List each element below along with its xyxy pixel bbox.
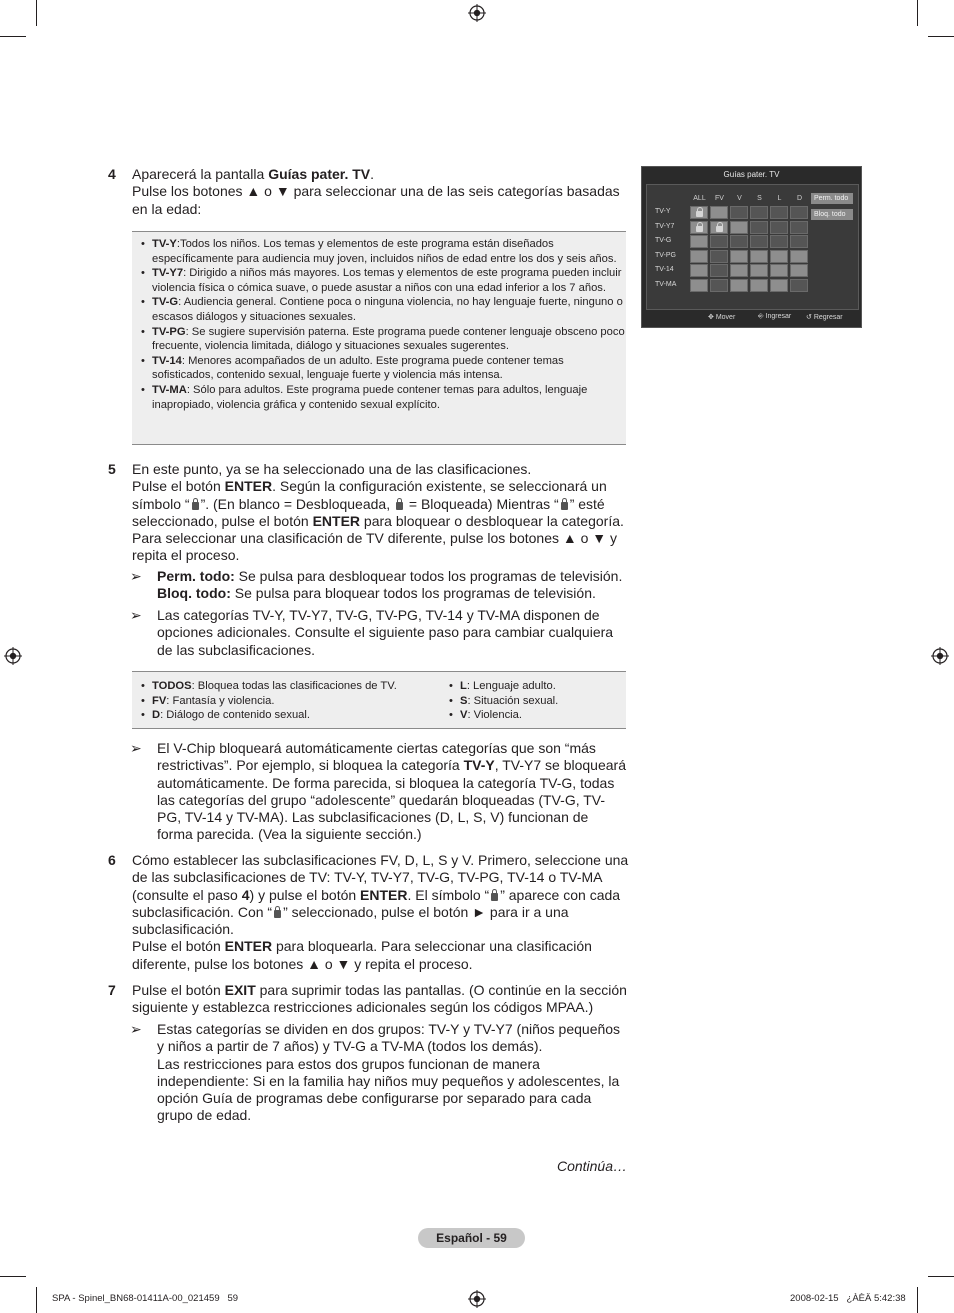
rating-code: TV-14 (152, 354, 182, 367)
subrating-text: : Bloquea todas las clasificaciones de TV. (191, 680, 397, 692)
subrating-code: V (460, 709, 468, 722)
footer-timestamp: 2008-02-15 ¿ÀÈÄ 5:42:38 (790, 1293, 906, 1304)
registration-mark-icon (468, 4, 486, 22)
bullet: • (141, 354, 145, 367)
enter-icon: ⎆ (758, 313, 764, 320)
crop-mark (0, 36, 26, 37)
step-number: 7 (108, 982, 116, 998)
grid-row-header: TV-Y7 (655, 223, 675, 230)
grid-column-header: D (796, 195, 803, 202)
rating-item (132, 325, 626, 354)
bullet: • (449, 709, 453, 722)
crop-mark (917, 0, 918, 26)
grid-cell[interactable] (770, 206, 788, 219)
bullet: • (141, 325, 145, 338)
note-bold: Bloq. todo: (157, 585, 231, 602)
grid-row-header: TV-14 (655, 266, 674, 273)
step-number: 4 (108, 166, 116, 182)
grid-cell[interactable] (730, 221, 748, 234)
bullet: • (141, 296, 145, 309)
step-text-bold: EXIT (224, 982, 256, 998)
crop-mark (0, 1276, 26, 1277)
subrating-item (132, 708, 432, 723)
grid-column-header: L (777, 195, 782, 202)
note-text: Las categorías TV-Y, TV-Y7, TV-G, TV-PG, TV-14 y TV-MA disponen de opciones adicionales. Consulte el siguiente paso para cambiar cualquiera de las subclasificaciones. (157, 607, 614, 658)
bullet: • (141, 267, 145, 280)
grid-cell[interactable] (770, 235, 788, 248)
subrating-text: : Lenguaje adulto. (466, 680, 556, 692)
step-text-bold: ENTER (224, 938, 273, 955)
grid-cell[interactable] (790, 206, 808, 219)
grid-row-header: TV-G (655, 237, 672, 244)
registration-mark-icon (931, 647, 949, 665)
lock-icon (561, 502, 568, 510)
grid-row-header: TV-PG (655, 252, 677, 259)
step-text: En este punto, ya se ha seleccionado una de las clasificaciones. (132, 461, 532, 477)
grid-cell[interactable] (750, 279, 768, 292)
subrating-item (132, 694, 432, 709)
rating-item (132, 295, 626, 324)
grid-cell[interactable] (690, 235, 708, 248)
grid-cell[interactable] (790, 221, 808, 234)
step-text: . El símbolo “ (407, 886, 490, 903)
grid-cell[interactable] (710, 264, 728, 277)
grid-column-header: S (757, 195, 762, 202)
ratings-list (132, 232, 626, 412)
note-bold: TV-Y (463, 757, 495, 774)
note-text: Se pulsa para desbloquear todos los programas de televisión. (234, 568, 623, 584)
hint-enter (758, 313, 791, 321)
grid-cell[interactable] (730, 250, 748, 263)
grid-cell[interactable] (730, 264, 748, 277)
crop-mark (917, 1287, 918, 1313)
step-text-bold: ENTER (312, 512, 361, 529)
registration-mark-icon (468, 1290, 486, 1308)
arrow-icon: ➢ (130, 1021, 142, 1037)
step-text: para bloquear o desbloquear la categoría. Para seleccionar una clasificación de TV diferente, pulse los botones ▲ o ▼ y repita el proceso. (132, 512, 624, 564)
step-text: = Bloqueada) Mientras “ (404, 495, 559, 512)
rating-item (132, 383, 626, 412)
grid-column-header: V (737, 195, 742, 202)
subrating-code: S (460, 694, 468, 707)
grid-cell[interactable] (710, 235, 728, 248)
grid-cell[interactable] (770, 221, 788, 234)
subrating-code: TODOS (152, 680, 192, 692)
subrating-text: : Diálogo de contenido sexual. (160, 709, 310, 722)
grid-cell[interactable] (770, 250, 788, 263)
subrating-code: D (152, 709, 161, 722)
step-text-bold: ENTER (360, 886, 408, 903)
step-text-bold: Guías pater. TV (268, 166, 371, 182)
grid-cell[interactable] (790, 264, 808, 277)
crop-mark (928, 36, 954, 37)
screen-title: Guías pater. TV (723, 170, 780, 179)
grid-column-header: ALL (693, 195, 706, 202)
hint-back-label: Regresar (813, 314, 843, 321)
arrow-icon: ➢ (130, 740, 142, 756)
grid-cell[interactable] (690, 250, 708, 263)
note-text: Estas categorías se dividen en dos grupos: TV-Y y TV-Y7 (niños pequeños y niños a partir de 7 años) y TV-G a TV-MA (todos los demás). (157, 1021, 621, 1055)
rating-code: TV-Y (152, 238, 177, 250)
rating-code: TV-G (152, 296, 179, 309)
rating-text: :Todos los niños. Los temas y elementos de este programa están diseñados específicamente para audiencia muy joven, incluidos niños de edad entre los dos y seis años. (152, 238, 617, 265)
note-bold: Perm. todo: (157, 568, 235, 584)
rating-text: : Audiencia general. Contiene poca o ninguna violencia, no hay lenguaje fuerte, ninguno o escasos diálogos y situaciones sexuales. (152, 296, 623, 323)
grid-cell[interactable] (770, 279, 788, 292)
hint-move-label: Mover (715, 314, 736, 321)
crop-mark (928, 1276, 954, 1277)
grid-row-header: TV-Y (655, 208, 671, 215)
grid-cell[interactable] (790, 235, 808, 248)
step-text-bold: ENTER (224, 478, 273, 495)
rating-text: : Sólo para adultos. Este programa puede contener temas para adultos, lenguaje inapropiado, violencia gráfica y contenido sexual explícito. (152, 383, 588, 411)
step-text: Pulse el botón (132, 938, 225, 955)
rating-code: TV-PG (152, 325, 186, 338)
bullet: • (449, 694, 453, 707)
step-text: ) y pulse el botón (249, 886, 361, 903)
move-icon: ✥ (708, 314, 714, 321)
bullet: • (141, 383, 145, 396)
subrating-text: : Violencia. (467, 709, 522, 722)
step-text: ” seleccionado, pulse el botón ► para ir a una subclasificación. (132, 903, 569, 938)
grid-cell[interactable] (750, 264, 768, 277)
rating-code: TV-Y7 (152, 267, 184, 280)
grid-cell[interactable] (690, 206, 708, 219)
grid-cell[interactable] (730, 235, 748, 248)
lock-icon (491, 893, 498, 901)
subrating-code: FV (152, 694, 167, 707)
lock-icon (192, 502, 199, 510)
step-text: Pulse los botones ▲ o ▼ para seleccionar una de las seis categorías basadas en la edad: (132, 183, 620, 217)
grid-column-header: FV (715, 195, 724, 202)
grid-cell[interactable] (710, 279, 728, 292)
step-text: . Según la configuración existente, se seleccionará un símbolo “ (132, 478, 607, 512)
lock-icon (274, 910, 281, 918)
grid-cell[interactable] (750, 221, 768, 234)
note-text: Las restricciones para estos dos grupos funcionan de manera independiente: Si en la familia hay niños muy pequeños y adolescentes, la opción Guía de programas debe configurarse por separado para cada grupo de edad. (157, 1055, 620, 1124)
bullet: • (141, 238, 145, 250)
bullet: • (141, 694, 145, 707)
step-text: . (370, 166, 375, 182)
step-text: para suprimir todas las pantallas. (O continúe en la sección siguiente y establezca restricciones adicionales según los códigos MPAA.) (132, 982, 627, 1016)
hint-move (708, 313, 735, 321)
perm-todo-button[interactable]: Perm. todo (811, 193, 853, 204)
note-text: , TV-Y7 se bloqueará automáticamente. De forma parecida, si bloquea la categoría TV-G, todas las categorías del grupo “adolescente” quedarán bloqueadas (TV-G, TV-PG, TV-14 y TV-MA). Las subclasificaciones (D, L, S, V) funcionan de forma parecida. (Vea la siguiente sección.) (157, 757, 626, 843)
grid-cell[interactable] (750, 250, 768, 263)
grid-cell[interactable] (690, 264, 708, 277)
step-number: 6 (108, 852, 116, 868)
note-text: El V-Chip bloqueará automáticamente ciertas categorías que son “más restrictivas”. Por ejemplo, si bloquea la categoría (157, 740, 596, 774)
bloq-todo-button[interactable]: Bloq. todo (811, 209, 853, 220)
return-icon: ↺ (806, 314, 812, 321)
step-text-bold: 4 (241, 886, 250, 903)
hint-enter-label: Ingresar (765, 313, 792, 320)
crop-mark (36, 1287, 37, 1313)
grid-cell[interactable] (730, 279, 748, 292)
subrating-item (132, 679, 432, 694)
grid-cell[interactable] (750, 235, 768, 248)
subrating-text: : Fantasía y violencia. (166, 694, 275, 707)
step-text: ”. (En blanco = Desbloqueada, (200, 495, 394, 512)
rating-item (132, 354, 626, 383)
crop-mark (36, 0, 37, 26)
subrating-code: L (460, 680, 467, 692)
step-number: 5 (108, 461, 116, 477)
lock-icon (396, 502, 403, 510)
step-text: ” esté seleccionado, pulse el botón (132, 495, 605, 529)
grid-row-header: TV-MA (655, 281, 677, 288)
hint-back (806, 313, 843, 321)
rating-text: : Dirigido a niños más mayores. Los temas y elementos de este programa pueden incluir violencia física o cómica suave, o puede asustar a niños con una edad inferior a los 7 años. (152, 267, 622, 294)
step-text: Pulse el botón (132, 982, 225, 998)
note-text: Se pulsa para bloquear todos los programas de televisión. (230, 585, 596, 602)
footer-file-info: SPA - Spinel_BN68-01411A-00_021459 59 (52, 1293, 239, 1304)
rating-text: : Menores acompañados de un adulto. Este programa puede contener temas sofisticados, contenido sexual, lenguaje fuerte y violencia más intensa. (152, 354, 564, 382)
bullet: • (141, 709, 145, 722)
arrow-icon: ➢ (130, 568, 142, 584)
step-text: para bloquearla. Para seleccionar una clasificación diferente, pulse los botones ▲ o ▼ y repita el proceso. (132, 938, 592, 972)
bullet: • (449, 680, 453, 692)
ratings-info-box (132, 231, 626, 445)
step-text: ” aparece con cada subclasificación. Con “ (132, 886, 621, 920)
grid-cell[interactable] (710, 221, 728, 234)
rating-text: : Se sugiere supervisión paterna. Este programa puede contener lenguaje obsceno poco frecuente, violencia limitada, diálogo y situaciones sexuales sugerentes. (152, 325, 625, 353)
subrating-item (440, 708, 620, 723)
step-text: Pulse el botón (132, 478, 225, 495)
rating-item (132, 266, 626, 295)
grid-cell[interactable] (710, 250, 728, 263)
subratings-info-box (132, 671, 626, 729)
grid-cell[interactable] (730, 206, 748, 219)
grid-cell[interactable] (790, 250, 808, 263)
subratings-left-list (132, 679, 432, 723)
rating-code: TV-MA (152, 383, 187, 396)
rating-item (132, 237, 626, 266)
grid-cell[interactable] (690, 221, 708, 234)
subrating-item (440, 679, 620, 694)
subrating-item (440, 694, 620, 709)
page-number-badge: Español - 59 (418, 1228, 525, 1248)
subratings-right-list (440, 679, 620, 723)
grid-cell[interactable] (790, 279, 808, 292)
grid-cell[interactable] (770, 264, 788, 277)
step-text: Cómo establecer las subclasificaciones FV, D, L, S y V. Primero, seleccione una de las subclasificaciones de TV: TV-Y, TV-Y7, TV-G, TV-PG, TV-14 o TV-MA (consulte el paso (132, 852, 629, 903)
registration-mark-icon (4, 647, 22, 665)
arrow-icon: ➢ (130, 607, 142, 623)
continua-label: Continúa… (556, 1158, 627, 1174)
grid-cell[interactable] (690, 279, 708, 292)
grid-cell[interactable] (750, 206, 768, 219)
subrating-text: : Situación sexual. (467, 694, 559, 707)
bullet: • (141, 680, 145, 692)
grid-cell[interactable] (710, 206, 728, 219)
step-text: Aparecerá la pantalla (132, 166, 269, 182)
